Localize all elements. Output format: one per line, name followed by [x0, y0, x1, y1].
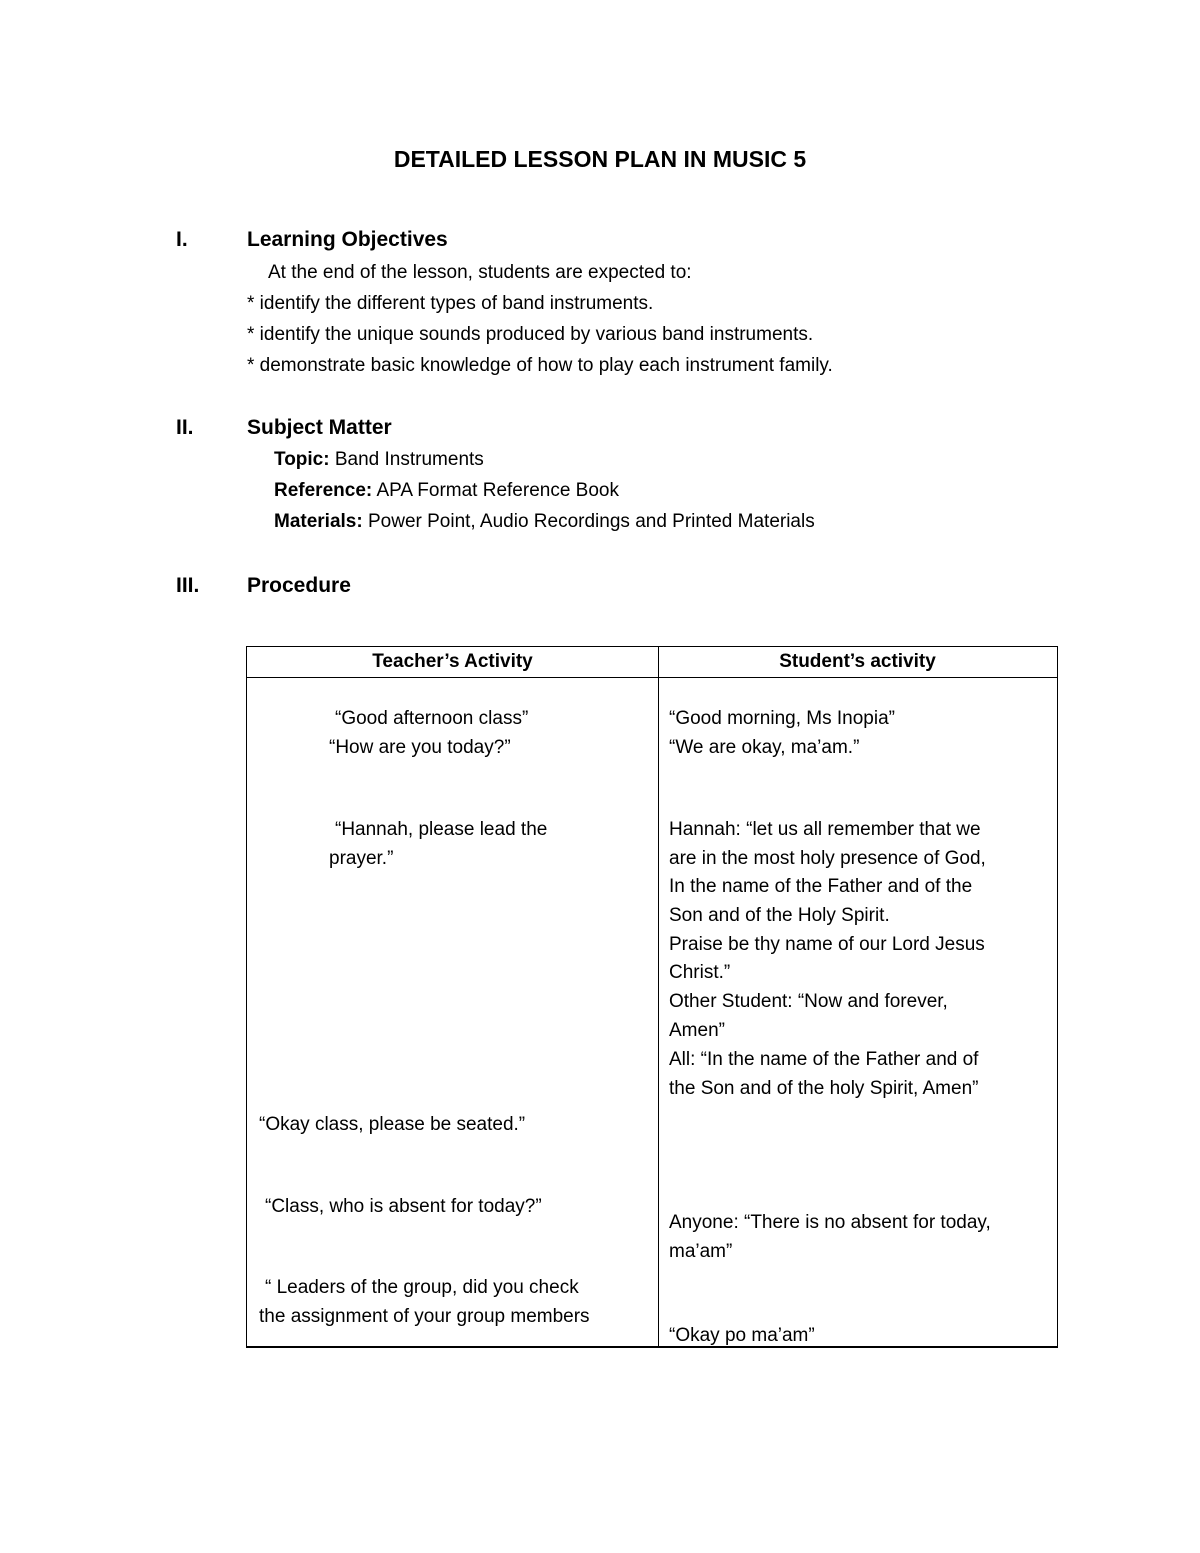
section-number: I. [176, 228, 188, 251]
section-title-subject: Subject Matter [247, 416, 392, 439]
table-header-teacher: Teacher’s Activity [372, 651, 533, 672]
objective-item: * identify the unique sounds produced by various band instruments. [247, 324, 814, 345]
student-line: Son and of the Holy Spirit. [669, 905, 890, 926]
topic-value: Band Instruments [329, 449, 484, 470]
student-line: Amen” [669, 1020, 725, 1041]
section-number: III. [176, 574, 200, 597]
student-line: “Good morning, Ms Inopia” [669, 708, 895, 729]
student-line: are in the most holy presence of God, [669, 848, 986, 869]
teacher-line: “Hannah, please lead the [335, 819, 548, 840]
student-line: All: “In the name of the Father and of [669, 1049, 979, 1070]
table-header-student: Student’s activity [779, 651, 936, 672]
teacher-line: “Good afternoon class” [335, 708, 529, 729]
header-divider [247, 677, 1057, 678]
student-line: Praise be thy name of our Lord Jesus [669, 934, 985, 955]
student-line: ma’am” [669, 1241, 733, 1262]
teacher-line: “How are you today?” [329, 737, 511, 758]
section-title-procedure: Procedure [247, 574, 351, 597]
materials-line [274, 511, 815, 533]
objective-item: * identify the different types of band instruments. [247, 293, 654, 314]
topic-label: Topic: [274, 449, 330, 470]
student-line: Christ.” [669, 962, 731, 983]
section-number: II. [176, 416, 194, 439]
student-line: Anyone: “There is no absent for today, [669, 1212, 991, 1233]
student-line: “Okay po ma’am” [669, 1325, 815, 1346]
topic-line [274, 449, 484, 471]
objective-item: * demonstrate basic knowledge of how to play each instrument family. [247, 355, 833, 376]
student-line: In the name of the Father and of the [669, 876, 973, 897]
reference-value: APA Format Reference Book [372, 480, 619, 501]
procedure-table [246, 646, 1058, 1348]
column-divider [658, 647, 659, 1346]
section-title-objectives: Learning Objectives [247, 228, 448, 251]
objectives-intro: At the end of the lesson, students are expected to: [268, 262, 692, 283]
reference-label: Reference: [274, 480, 373, 501]
teacher-line: “ Leaders of the group, did you check [265, 1277, 579, 1298]
reference-line [274, 480, 619, 502]
teacher-line: “Class, who is absent for today?” [265, 1196, 542, 1217]
teacher-line: prayer.” [329, 848, 394, 869]
teacher-line: “Okay class, please be seated.” [259, 1114, 526, 1135]
student-line: “We are okay, ma’am.” [669, 737, 860, 758]
student-line: the Son and of the holy Spirit, Amen” [669, 1078, 979, 1099]
teacher-line: the assignment of your group members [259, 1306, 590, 1327]
materials-value: Power Point, Audio Recordings and Printed Materials [362, 511, 815, 532]
page-title: DETAILED LESSON PLAN IN MUSIC 5 [393, 146, 807, 172]
materials-label: Materials: [274, 511, 363, 532]
student-line: Hannah: “let us all remember that we [669, 819, 981, 840]
student-line: Other Student: “Now and forever, [669, 991, 948, 1012]
